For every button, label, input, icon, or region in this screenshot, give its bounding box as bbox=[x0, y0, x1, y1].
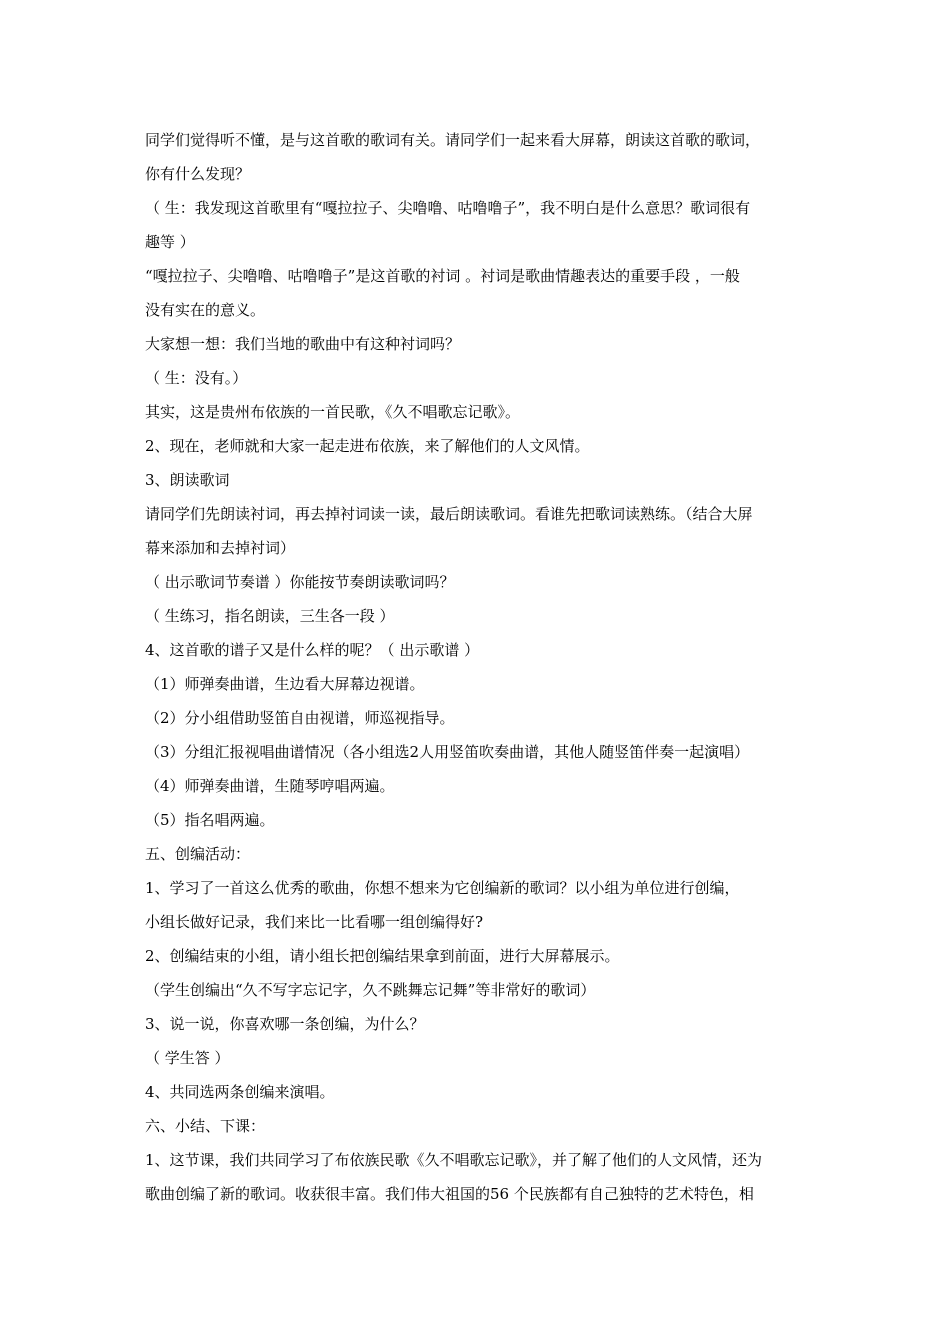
section-heading: 五、创编活动： bbox=[145, 845, 251, 863]
text-line: 2、创编结束的小组，请小组长把创编结果拿到前面，进行大屏幕展示。 bbox=[145, 947, 620, 965]
text-line: （ 生：没有。） bbox=[145, 369, 248, 387]
section-heading: 3、朗读歌词 bbox=[145, 471, 230, 489]
text-line: 4、这首歌的谱子又是什么样的呢？（ 出示歌谱 ） bbox=[145, 641, 480, 659]
text-line: 歌曲创编了新的歌词。收获很丰富。我们伟大祖国的56 个民族都有自己独特的艺术特色，相 bbox=[145, 1185, 754, 1203]
text-line: 大家想一想：我们当地的歌曲中有这种衬词吗？ bbox=[145, 335, 461, 353]
body-text bbox=[145, 123, 810, 1211]
text-line: 幕来添加和去掉衬词） bbox=[145, 539, 296, 557]
text-line: （ 生：我发现这首歌里有“嘎拉拉子、尖噜噜、咕噜噜子”，我不明白是什么意思？歌词很有 bbox=[145, 199, 751, 217]
section-heading: 六、小结、下课： bbox=[145, 1117, 266, 1135]
text-line: 同学们觉得听不懂，是与这首歌的歌词有关。请同学们一起来看大屏幕，朗读这首歌的歌词， bbox=[145, 131, 761, 149]
text-line: 1、这节课，我们共同学习了布依族民歌《久不唱歌忘记歌》，并了解了他们的人文风情，还为 bbox=[145, 1151, 763, 1169]
text-line: 4、共同选两条创编来演唱。 bbox=[145, 1083, 335, 1101]
text-line: “嘎拉拉子、尖噜噜、咕噜噜子”是这首歌的衬词 。衬词是歌曲情趣表达的重要手段 ，一般 bbox=[145, 267, 740, 285]
list-item: （3）分组汇报视唱曲谱情况（各小组选2人用竖笛吹奏曲谱，其他人随竖笛伴奏一起演唱） bbox=[145, 743, 750, 761]
text-line: 请同学们先朗读衬词，再去掉衬词读一读，最后朗读歌词。看谁先把歌词读熟练。（结合大屏 bbox=[145, 505, 753, 523]
text-line: 2、现在，老师就和大家一起走进布依族，来了解他们的人文风情。 bbox=[145, 437, 590, 455]
text-line: （ 出示歌词节奏谱 ）你能按节奏朗读歌词吗？ bbox=[145, 573, 455, 591]
list-item: （4）师弹奏曲谱，生随琴哼唱两遍。 bbox=[145, 777, 395, 795]
list-item: （1）师弹奏曲谱，生边看大屏幕边视谱。 bbox=[145, 675, 425, 693]
text-line: 趣等 ） bbox=[145, 233, 195, 251]
text-line: （学生创编出“久不写字忘记字，久不跳舞忘记舞”等非常好的歌词） bbox=[145, 981, 596, 999]
text-line: 3、说一说，你喜欢哪一条创编，为什么？ bbox=[145, 1015, 425, 1033]
text-line: 1、学习了一首这么优秀的歌曲，你想不想来为它创编新的歌词？以小组为单位进行创编， bbox=[145, 879, 740, 897]
list-item: （2）分小组借助竖笛自由视谱，师巡视指导。 bbox=[145, 709, 455, 727]
text-line: 小组长做好记录，我们来比一比看哪一组创编得好? bbox=[145, 913, 484, 931]
text-line: 其实，这是贵州布依族的一首民歌，《久不唱歌忘记歌》。 bbox=[145, 403, 521, 421]
text-line: 你有什么发现？ bbox=[145, 165, 251, 183]
list-item: （5）指名唱两遍。 bbox=[145, 811, 275, 829]
text-line: （ 生练习，指名朗读，三生各一段 ） bbox=[145, 607, 395, 625]
text-line: 没有实在的意义。 bbox=[145, 301, 266, 319]
text-line: （ 学生答 ） bbox=[145, 1049, 230, 1067]
